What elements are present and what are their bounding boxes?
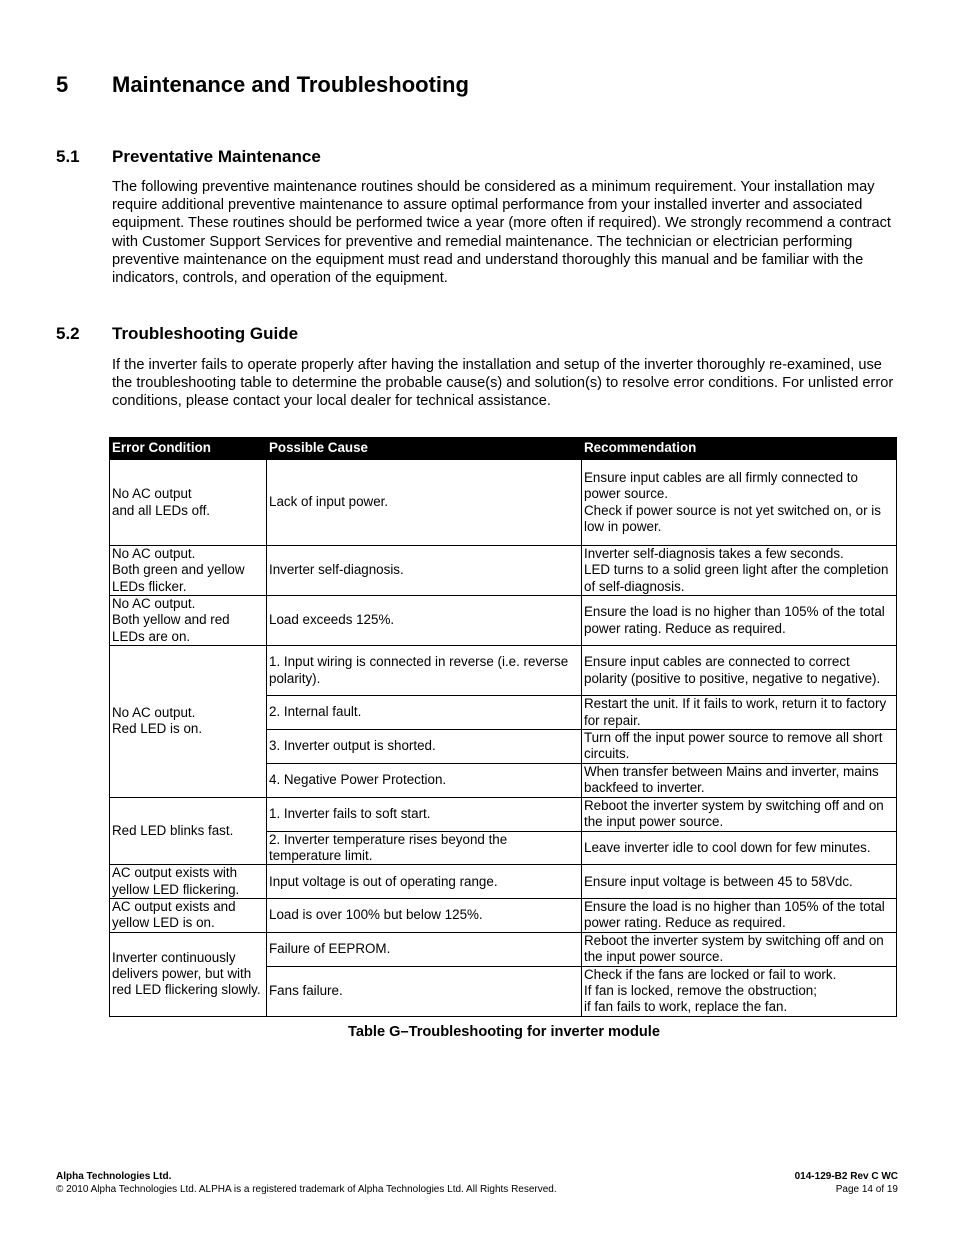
- footer-company: Alpha Technologies Ltd.: [56, 1171, 172, 1182]
- footer-right: [795, 1170, 898, 1196]
- table-row: [110, 596, 897, 646]
- cell-possible-cause: 2. Inverter temperature rises beyond the temperature limit.: [267, 831, 582, 865]
- cell-recommendation: Leave inverter idle to cool down for few minutes.: [582, 831, 897, 865]
- subsection-title: Troubleshooting Guide: [112, 324, 299, 343]
- troubleshooting-paragraph: If the inverter fails to operate properly after having the installation and setup of the inverter thoroughly re-examined, use the troubleshooting table to determine the probable cause(s) and solution(s) to resolve error conditions. For unlisted error conditions, please contact your local dealer for technical assistance.: [112, 357, 894, 410]
- cell-error-condition: Inverter continuously delivers power, but with red LED flickering slowly.: [110, 932, 267, 1016]
- cell-possible-cause: Failure of EEPROM.: [267, 932, 582, 966]
- section-title: Maintenance and Troubleshooting: [112, 72, 469, 97]
- cell-error-condition: No AC output. Red LED is on.: [110, 646, 267, 798]
- table-caption: Table G–Troubleshooting for inverter module: [348, 1024, 660, 1040]
- table-header-row: [110, 438, 897, 460]
- cell-recommendation: Inverter self-diagnosis takes a few seconds. LED turns to a solid green light after the completion of self-diagnosis.: [582, 546, 897, 596]
- cell-error-condition: AC output exists and yellow LED is on.: [110, 899, 267, 933]
- subsection-heading-troubleshooting: [56, 324, 298, 344]
- cell-possible-cause: 1. Inverter fails to soft start.: [267, 797, 582, 831]
- cell-possible-cause: Load is over 100% but below 125%.: [267, 899, 582, 933]
- cell-error-condition: AC output exists with yellow LED flickering.: [110, 865, 267, 899]
- subsection-number: 5.1: [56, 147, 80, 166]
- header-possible-cause: Possible Cause: [267, 438, 582, 460]
- footer-doc-number: 014-129-B2 Rev C WC: [794, 1171, 898, 1182]
- header-error-condition: Error Condition: [110, 438, 267, 460]
- section-number: 5: [56, 72, 69, 97]
- cell-error-condition: No AC output and all LEDs off.: [110, 460, 267, 546]
- cell-recommendation: Reboot the inverter system by switching off and on the input power source.: [582, 932, 897, 966]
- cell-possible-cause: Inverter self-diagnosis.: [267, 546, 582, 596]
- table-row: [110, 899, 897, 933]
- section-heading: [56, 72, 469, 98]
- cell-possible-cause: 4. Negative Power Protection.: [267, 763, 582, 797]
- cell-error-condition: Red LED blinks fast.: [110, 797, 267, 865]
- footer-copyright: © 2010 Alpha Technologies Ltd. ALPHA is a registered trademark of Alpha Technologies Ltd. All Rights Reserved.: [56, 1184, 557, 1195]
- cell-error-condition: No AC output. Both yellow and red LEDs are on.: [110, 596, 267, 646]
- cell-recommendation: Ensure input cables are connected to correct polarity (positive to positive, negative to negative).: [582, 646, 897, 696]
- cell-recommendation: Restart the unit. If it fails to work, return it to factory for repair.: [582, 696, 897, 730]
- cell-recommendation: Check if the fans are locked or fail to work. If fan is locked, remove the obstruction; if fan fails to work, replace the fan.: [582, 966, 897, 1016]
- footer-left: [56, 1170, 557, 1196]
- footer-page-number: Page 14 of 19: [835, 1184, 898, 1195]
- header-recommendation: Recommendation: [582, 438, 897, 460]
- table-row: [110, 865, 897, 899]
- cell-error-condition: No AC output. Both green and yellow LEDs flicker.: [110, 546, 267, 596]
- cell-recommendation: Ensure input cables are all firmly connected to power source. Check if power source is not yet switched on, or is low in power.: [582, 460, 897, 546]
- cell-recommendation: Reboot the inverter system by switching off and on the input power source.: [582, 797, 897, 831]
- table-row: [110, 932, 897, 966]
- cell-recommendation: Turn off the input power source to remove all short circuits.: [582, 730, 897, 764]
- cell-recommendation: Ensure the load is no higher than 105% of the total power rating. Reduce as required.: [582, 899, 897, 933]
- cell-possible-cause: Fans failure.: [267, 966, 582, 1016]
- subsection-title: Preventative Maintenance: [112, 147, 321, 166]
- subsection-number: 5.2: [56, 324, 80, 343]
- table-row: [110, 646, 897, 696]
- cell-possible-cause: 3. Inverter output is shorted.: [267, 730, 582, 764]
- cell-recommendation: When transfer between Mains and inverter, mains backfeed to inverter.: [582, 763, 897, 797]
- cell-recommendation: Ensure the load is no higher than 105% of the total power rating. Reduce as required.: [582, 596, 897, 646]
- preventative-maintenance-paragraph: The following preventive maintenance routines should be considered as a minimum requirement. Your installation may require additional preventive maintenance to assure optimal performance from your installed inverter and associated equipment. These routines should be performed twice a year (more often if required). We strongly recommend a contract with Customer Support Services for preventive and remedial maintenance. The technician or electrician performing preventive maintenance on the equipment must read and understand thoroughly this manual and be familiar with the indicators, controls, and operation of the equipment.: [112, 179, 891, 287]
- table-row: [110, 797, 897, 831]
- table-row: [110, 546, 897, 596]
- table-body: [110, 460, 897, 1017]
- subsection-heading-preventative: [56, 147, 321, 167]
- troubleshooting-table: [109, 437, 897, 1017]
- table-row: [110, 460, 897, 546]
- cell-possible-cause: Input voltage is out of operating range.: [267, 865, 582, 899]
- cell-possible-cause: 2. Internal fault.: [267, 696, 582, 730]
- cell-possible-cause: 1. Input wiring is connected in reverse (i.e. reverse polarity).: [267, 646, 582, 696]
- cell-recommendation: Ensure input voltage is between 45 to 58Vdc.: [582, 865, 897, 899]
- cell-possible-cause: Load exceeds 125%.: [267, 596, 582, 646]
- cell-possible-cause: Lack of input power.: [267, 460, 582, 546]
